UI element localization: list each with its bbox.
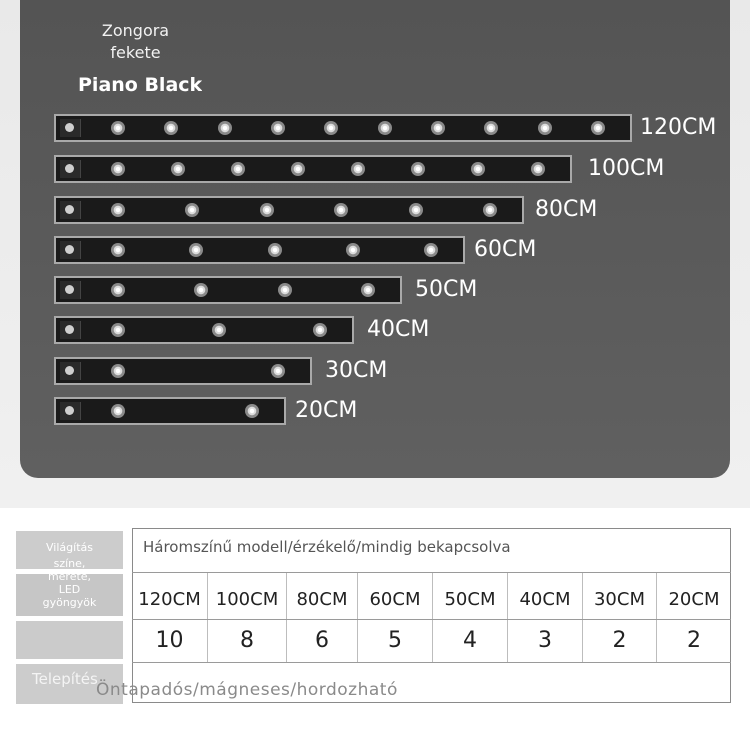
light-bar [54, 114, 632, 142]
bead-count-cell: 4 [432, 620, 507, 662]
led-bead [111, 364, 125, 378]
led-bead [424, 243, 438, 257]
size-cell: 30CM [582, 573, 656, 619]
led-bead [431, 121, 445, 135]
light-bar [54, 397, 286, 425]
led-bead [111, 243, 125, 257]
led-bead [334, 203, 348, 217]
led-bead [111, 162, 125, 176]
led-bead [409, 203, 423, 217]
led-bead [185, 203, 199, 217]
led-bead [231, 162, 245, 176]
light-bar [54, 276, 402, 304]
bead-count-cell: 6 [286, 620, 357, 662]
row-label-light-line2: színe, [53, 557, 86, 570]
bar-length-label: 30CM [325, 358, 388, 383]
bar-end-cap [60, 362, 81, 380]
size-cell: 120CM [138, 589, 201, 610]
row-label-light-line1: Világítás [46, 541, 93, 554]
led-bead [361, 283, 375, 297]
row-label-light-line5: gyöngyök [42, 596, 97, 609]
led-bead [351, 162, 365, 176]
led-bead [111, 203, 125, 217]
bar-length-label: 120CM [640, 115, 717, 140]
bar-end-cap [60, 201, 81, 219]
led-bead [531, 162, 545, 176]
installation-value: Öntapadós/mágneses/hordozható [96, 680, 398, 700]
led-bead [313, 323, 327, 337]
led-bead [278, 283, 292, 297]
title-english: Piano Black [78, 74, 203, 94]
bar-length-label: 40CM [367, 317, 430, 342]
light-bar [54, 357, 312, 385]
led-bead [218, 121, 232, 135]
bead-count-cell: 3 [507, 620, 582, 662]
led-bead [538, 121, 552, 135]
size-cell: 40CM [507, 573, 582, 619]
bar-length-label: 60CM [474, 237, 537, 262]
bar-end-cap [60, 281, 81, 299]
bar-length-label: 100CM [588, 156, 665, 181]
bead-count-cell: 2 [656, 620, 731, 662]
row-label-light-line4: LED [58, 583, 81, 596]
led-bead [111, 121, 125, 135]
light-bar [54, 316, 354, 344]
bar-end-cap [60, 402, 81, 420]
title-hungarian-line1: Zongora [101, 21, 170, 40]
led-bead [111, 404, 125, 418]
led-bead [483, 203, 497, 217]
size-cell: 80CM [286, 573, 357, 619]
size-cell: 100CM [207, 573, 286, 619]
bar-end-cap [60, 321, 81, 339]
bar-end-cap [60, 241, 81, 259]
led-bead [291, 162, 305, 176]
led-bead [189, 243, 203, 257]
led-bead [324, 121, 338, 135]
led-bead [271, 364, 285, 378]
bead-count-cell: 5 [357, 620, 432, 662]
bar-length-label: 50CM [415, 277, 478, 302]
bar-length-label: 20CM [295, 398, 358, 423]
led-bead [171, 162, 185, 176]
led-bead [271, 121, 285, 135]
bar-length-label: 80CM [535, 197, 598, 222]
light-bar [54, 196, 524, 224]
size-cell: 60CM [357, 573, 432, 619]
led-bead [411, 162, 425, 176]
row-label-light-box-bottom [16, 621, 123, 659]
title-hungarian-line2: fekete [110, 43, 161, 62]
bar-end-cap [60, 119, 81, 137]
led-bead [346, 243, 360, 257]
led-bead [245, 404, 259, 418]
row-label-light-line3: mérete, [47, 570, 92, 583]
light-colors-value: Háromszínű modell/érzékelő/mindig bekapcsolva [143, 538, 511, 556]
bead-count-cell: 10 [155, 628, 184, 653]
light-bar [54, 236, 465, 264]
led-bead [471, 162, 485, 176]
bar-end-cap [60, 160, 81, 178]
led-bead [111, 323, 125, 337]
table-divider-3 [132, 662, 731, 663]
led-bead [194, 283, 208, 297]
led-bead [268, 243, 282, 257]
light-bar [54, 155, 572, 183]
led-bead [378, 121, 392, 135]
led-bead [484, 121, 498, 135]
bead-count-cell: 2 [582, 620, 656, 662]
bead-count-cell: 8 [207, 620, 286, 662]
led-bead [212, 323, 226, 337]
size-cell: 20CM [656, 573, 731, 619]
row-label-installation: Telepítés [16, 664, 123, 704]
led-bead [111, 283, 125, 297]
led-bead [591, 121, 605, 135]
size-cell: 50CM [432, 573, 507, 619]
row-label-light-text [16, 557, 123, 609]
led-bead [164, 121, 178, 135]
led-bead [260, 203, 274, 217]
